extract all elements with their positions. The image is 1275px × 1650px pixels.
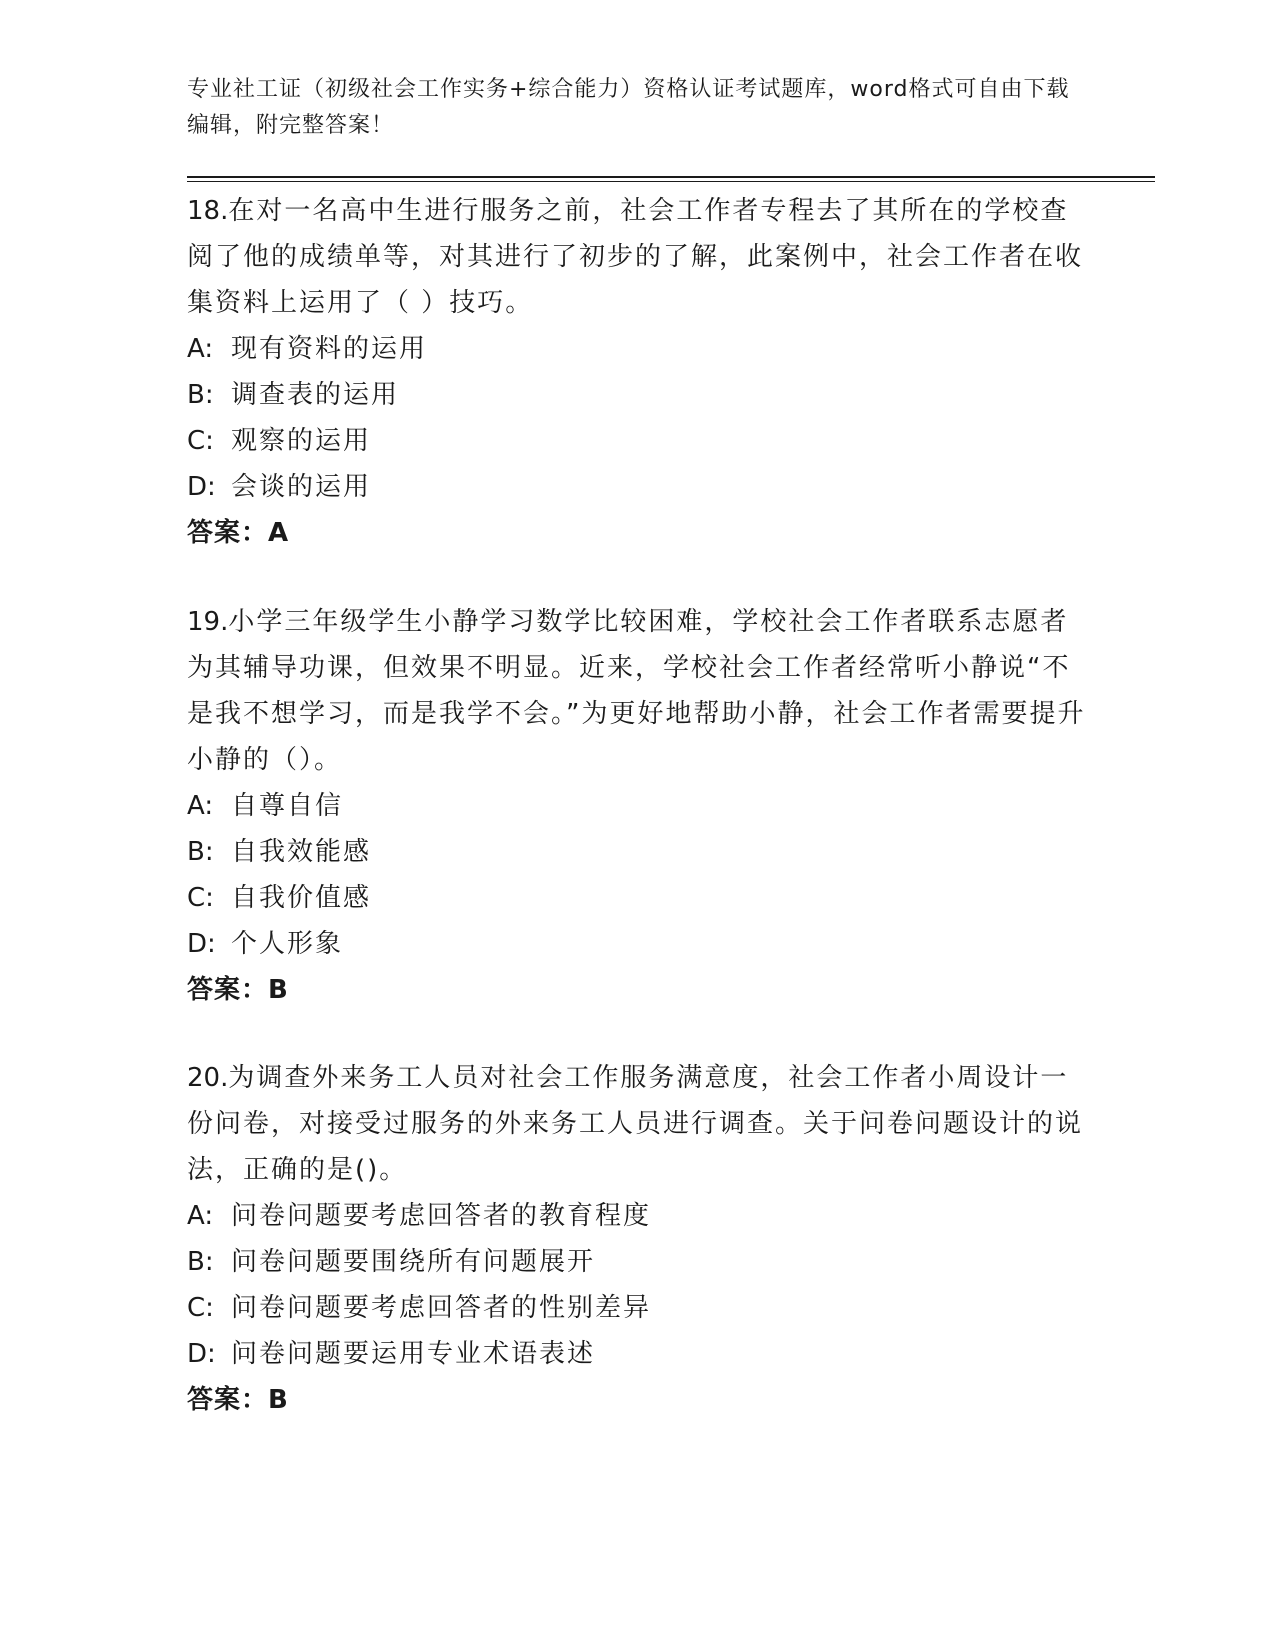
option-letter: A: [187,334,214,364]
option-a [187,783,1087,829]
option-letter: D: [187,929,216,959]
option-d [187,921,1087,967]
option-text: 问卷问题要围绕所有问题展开 [231,1247,596,1277]
question-number: 18. [187,196,229,226]
question-text: 在对一名高中生进行服务之前，社会工作者专程去了其所在的学校查阅了他的成绩单等，对其进行了初步的了解，此案例中，社会工作者在收集资料上运用了（ ）技巧。 [187,196,1084,318]
question-number: 20. [187,1063,229,1093]
option-letter: B: [187,380,214,410]
option-letter: A: [187,1201,214,1231]
option-text: 调查表的运用 [231,380,400,410]
option-text: 个人形象 [231,929,344,959]
question-text: 小学三年级学生小静学习数学比较困难，学校社会工作者联系志愿者为其辅导功课，但效果不明显。近来，学校社会工作者经常听小静说“不是我不想学习，而是我学不会。”为更好地帮助小静，社会工作者需要提升小静的（）。 [187,607,1086,775]
option-b [187,829,1087,875]
answer-line: 答案：A [187,518,290,548]
option-letter: D: [187,1339,216,1369]
option-c [187,418,1087,464]
question-number: 19. [187,607,229,637]
question-text: 为调查外来务工人员对社会工作服务满意度，社会工作者小周设计一份问卷，对接受过服务的外来务工人员进行调查。关于问卷问题设计的说法，正确的是()。 [187,1063,1084,1185]
option-text: 自尊自信 [231,791,344,821]
option-text: 会谈的运用 [231,472,372,502]
option-text: 问卷问题要运用专业术语表述 [231,1339,596,1369]
option-d [187,1331,1087,1377]
question-stem [187,599,1087,783]
question-stem [187,1055,1087,1193]
option-letter: A: [187,791,214,821]
option-letter: C: [187,1293,214,1323]
option-d [187,464,1087,510]
option-letter: C: [187,426,214,456]
option-text: 观察的运用 [231,426,372,456]
option-text: 现有资料的运用 [231,334,428,364]
option-letter: D: [187,472,216,502]
option-c [187,1285,1087,1331]
option-a [187,1193,1087,1239]
option-letter: C: [187,883,214,913]
option-letter: B: [187,1247,214,1277]
answer-line: 答案：B [187,975,289,1005]
question-stem [187,188,1087,326]
option-text: 自我价值感 [231,883,372,913]
option-c [187,875,1087,921]
option-text: 问卷问题要考虑回答者的性别差异 [231,1293,652,1323]
question-19 [187,599,1087,1013]
option-letter: B: [187,837,214,867]
header-divider-thin [187,181,1155,182]
header-divider-thick [187,176,1155,178]
question-18 [187,188,1087,556]
option-text: 问卷问题要考虑回答者的教育程度 [231,1201,652,1231]
document-header: 专业社工证（初级社会工作实务+综合能力）资格认证考试题库，word格式可自由下载编辑，附完整答案！ [187,77,1070,138]
option-b [187,372,1087,418]
answer-line: 答案：B [187,1385,289,1415]
option-b [187,1239,1087,1285]
question-20 [187,1055,1087,1423]
option-a [187,326,1087,372]
option-text: 自我效能感 [231,837,372,867]
